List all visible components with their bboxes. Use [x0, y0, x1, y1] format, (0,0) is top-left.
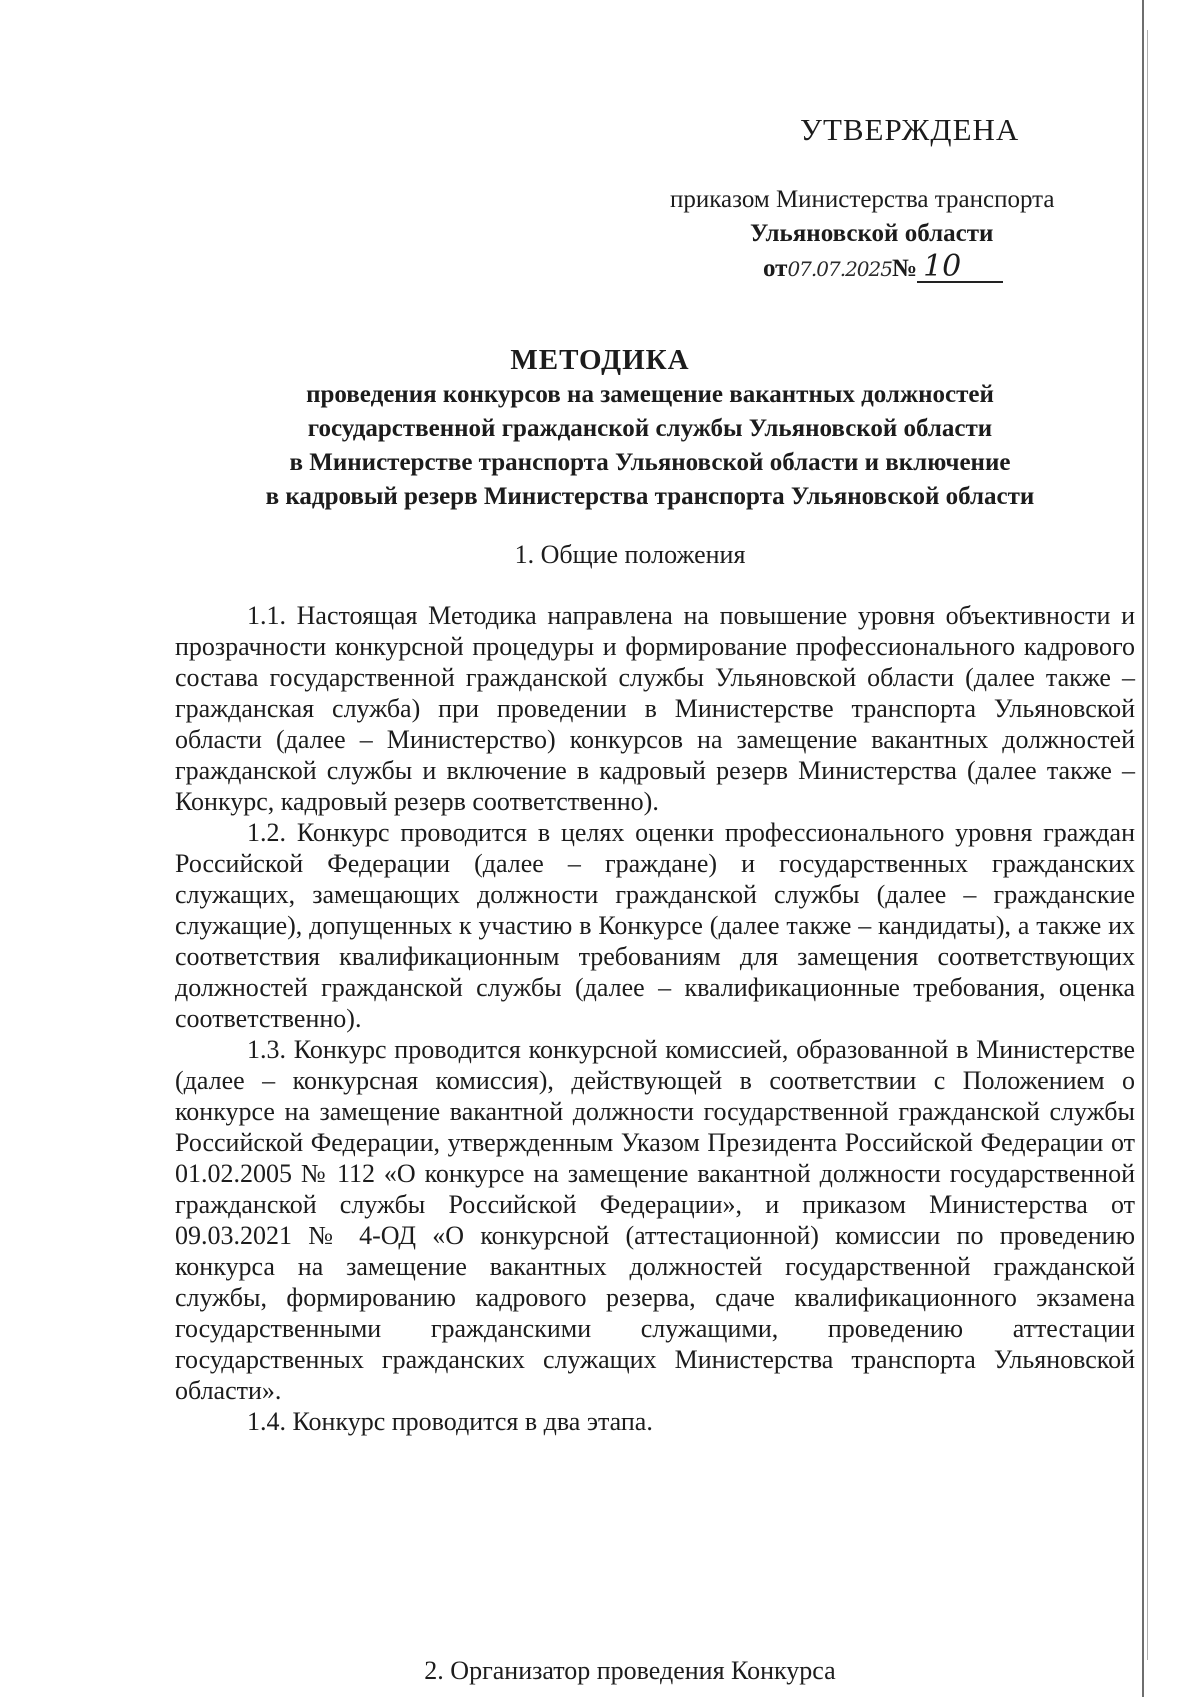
section-1-body [175, 600, 1135, 1437]
handwritten-number: 10 [917, 253, 1003, 283]
document-subtitle [190, 378, 1110, 514]
paragraph-1-1: 1.1. Настоящая Методика направлена на повышение уровня объективности и прозрачности конкурсной процедуры и формирование профессионального кадрового состава государственной гражданской службы Ульяновской области (далее также – гражданская служба) при проведении в Министерстве транспорта Ульяновской области (далее – Министерство) конкурсов на замещение вакантных должностей гражданской службы и включение в кадровый резерв Министерства (далее также – Конкурс, кадровый резерв соответственно). [175, 601, 1135, 816]
scan-edge-line [1142, 0, 1144, 1697]
subtitle-line: в Министерстве транспорта Ульяновской области и включение [289, 449, 1011, 476]
subtitle-line: в кадровый резерв Министерства транспорта Ульяновской области [265, 483, 1035, 510]
approval-date-line [763, 249, 1003, 284]
section-2-heading: 2. Организатор проведения Конкурса [424, 1656, 836, 1685]
handwritten-date: 07.07.2025 [787, 257, 892, 281]
approval-region-line: Ульяновской области [750, 220, 994, 247]
section-1-heading: 1. Общие положения [514, 540, 746, 569]
date-prefix: от [763, 255, 788, 282]
approval-stamp-heading: УТВЕРЖДЕНА [800, 112, 1020, 147]
paragraph-1-3: 1.3. Конкурс проводится конкурсной комиссией, образованной в Министерстве (далее – конкурсная комиссия), действующей в соответствии с Положением о конкурсе на замещение вакантной должности государственной гражданской службы Российской Федерации, утвержденным Указом Президента Российской Федерации от 01.02.2005 № 112 «О конкурсе на замещение вакантной должности государственной гражданской службы Российской Федерации», и приказом Министерства от 09.03.2021 № 4-ОД «О конкурсной (аттестационной) комиссии по проведению конкурса на замещение вакантных должностей государственной гражданской службы, формированию кадрового резерва, сдаче квалификационного экзамена государственными гражданскими служащими, проведению аттестации государственных гражданских служащих Министерства транспорта Ульяновской области». [175, 1035, 1135, 1405]
approval-order-line: приказом Министерства транспорта [670, 186, 1055, 213]
subtitle-line: проведения конкурсов на замещение вакантных должностей [306, 381, 994, 408]
scan-edge-line-secondary [1147, 30, 1148, 1660]
paragraph-1-2: 1.2. Конкурс проводится в целях оценки профессионального уровня граждан Российской Федерации (далее – граждане) и государственных гражданских служащих, замещающих должности гражданской службы (далее – гражданские служащие), допущенных к участию в Конкурсе (далее также – кандидаты), а также их соответствия квалификационным требованиям для замещения соответствующих должностей гражданской службы (далее – квалификационные требования, оценка соответственно). [175, 818, 1135, 1033]
document-title: МЕТОДИКА [510, 344, 690, 376]
number-label: № [891, 255, 918, 282]
paragraph-1-4: 1.4. Конкурс проводится в два этапа. [247, 1407, 653, 1436]
subtitle-line: государственной гражданской службы Ульяновской области [307, 415, 993, 442]
